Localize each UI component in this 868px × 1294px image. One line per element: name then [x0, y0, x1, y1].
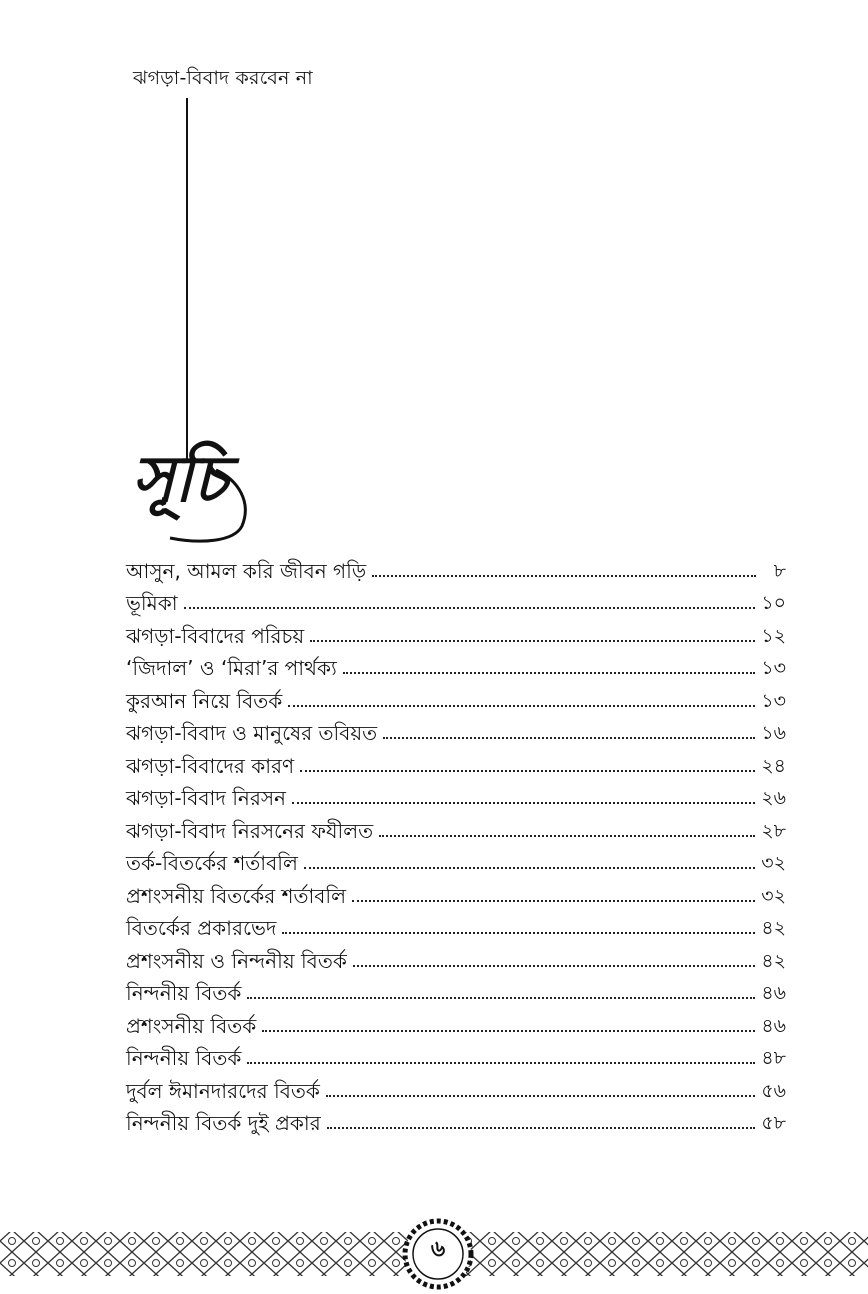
toc-entry — [126, 680, 786, 713]
toc-entry — [126, 810, 786, 843]
dot-leader — [383, 737, 755, 739]
dot-leader — [353, 965, 755, 967]
toc-entry-label: প্রশংসনীয় বিতর্ক — [126, 1013, 257, 1038]
toc-entry — [126, 550, 786, 583]
dot-leader — [292, 802, 755, 804]
toc-entry-page: ১৩ — [761, 657, 786, 680]
page-number-medallion — [402, 1218, 474, 1290]
toc-entry-page: ১৬ — [761, 722, 786, 745]
toc-entry — [126, 1070, 786, 1103]
dot-leader — [343, 672, 756, 674]
toc-entry-label: নিন্দনীয় বিতর্ক — [126, 981, 242, 1005]
toc-entry — [126, 875, 786, 908]
toc-entry-page: ২৮ — [761, 819, 786, 842]
toc-entry — [126, 1038, 786, 1071]
toc-title-block — [120, 440, 280, 550]
toc-entry — [126, 1103, 786, 1136]
toc-entry-label: ঝগড়া-বিবাদ নিরসনের ফযীলত — [126, 818, 374, 843]
toc-entry-label: বিতর্কের প্রকারভেদ — [126, 916, 277, 940]
toc-entry-page: ৩২ — [761, 852, 786, 875]
toc-entry — [126, 1005, 786, 1038]
toc-entry — [126, 648, 786, 681]
toc-entry-label: ঝগড়া-বিবাদ নিরসন — [126, 786, 286, 810]
toc-entry-page: ৫৮ — [761, 1112, 786, 1135]
dot-leader — [288, 705, 755, 707]
toc-entry-page: ১৩ — [761, 689, 786, 712]
dot-leader — [379, 835, 755, 837]
toc-entry-page: ১২ — [761, 624, 786, 647]
toc-entry-page: ৪৬ — [761, 1014, 786, 1037]
toc-entry-label: দুর্বল ঈমানদারদের বিতর্ক — [126, 1078, 320, 1103]
toc-entry-page: ২৪ — [761, 754, 786, 777]
toc-entry — [126, 908, 786, 941]
toc-entry-page: ৮ — [773, 559, 786, 582]
toc-entry-page: ৪৬ — [761, 982, 786, 1005]
dot-leader — [304, 867, 755, 869]
toc-entry-page: ২৬ — [761, 787, 786, 810]
toc-entry-page: ৫৬ — [761, 1079, 786, 1102]
dot-leader — [300, 770, 755, 772]
dot-leader — [352, 900, 755, 902]
dot-leader — [326, 1095, 755, 1097]
toc-entry-label: প্রশংসনীয় বিতর্কের শর্তাবলি — [126, 883, 347, 908]
dot-leader — [372, 575, 756, 577]
running-header: ঝগড়া-বিবাদ করবেন না — [133, 67, 313, 89]
toc-entry — [126, 745, 786, 778]
toc-entry — [126, 583, 786, 616]
toc-entry-label: ঝগড়া-বিবাদের পরিচয় — [126, 623, 305, 648]
dot-leader — [310, 640, 755, 642]
toc-entry — [126, 615, 786, 648]
toc-entry-label: আসুন, আমল করি জীবন গড়ি — [126, 558, 367, 583]
table-of-contents — [126, 550, 786, 1135]
dot-leader — [262, 1030, 755, 1032]
toc-entry — [126, 940, 786, 973]
toc-entry-label: নিন্দনীয় বিতর্ক — [126, 1046, 242, 1070]
toc-entry-label: ঝগড়া-বিবাদের কারণ — [126, 753, 295, 778]
dot-leader — [282, 932, 755, 934]
toc-entry-page: ৪২ — [761, 949, 786, 972]
toc-entry-page: ৪২ — [761, 917, 786, 940]
toc-entry-label: ভূমিকা — [126, 591, 178, 615]
toc-entry-label: ‘জিদাল’ ও ‘মিরা’র পার্থক্য — [126, 656, 337, 680]
toc-entry-label: তর্ক-বিতর্কের শর্তাবলি — [126, 851, 298, 875]
dot-leader — [247, 1062, 755, 1064]
dot-leader — [184, 607, 756, 609]
dot-leader — [247, 997, 755, 999]
toc-title: সূচি — [132, 442, 228, 517]
toc-entry-page: ৪৮ — [761, 1047, 786, 1070]
dot-leader — [327, 1127, 756, 1129]
toc-entry-label: ঝগড়া-বিবাদ ও মানুষের তবিয়ত — [126, 721, 378, 745]
toc-entry — [126, 778, 786, 811]
header-vertical-rule — [186, 98, 188, 460]
toc-entry — [126, 843, 786, 876]
toc-entry-label: কুরআন নিয়ে বিতর্ক — [126, 688, 283, 713]
page-number: ৬ — [430, 1237, 446, 1262]
toc-entry — [126, 973, 786, 1006]
toc-entry-page: ৩২ — [761, 884, 786, 907]
toc-entry-label: নিন্দনীয় বিতর্ক দুই প্রকার — [126, 1111, 321, 1135]
toc-entry-page: ১০ — [761, 592, 786, 615]
toc-entry — [126, 713, 786, 746]
toc-entry-label: প্রশংসনীয় ও নিন্দনীয় বিতর্ক — [126, 948, 347, 973]
